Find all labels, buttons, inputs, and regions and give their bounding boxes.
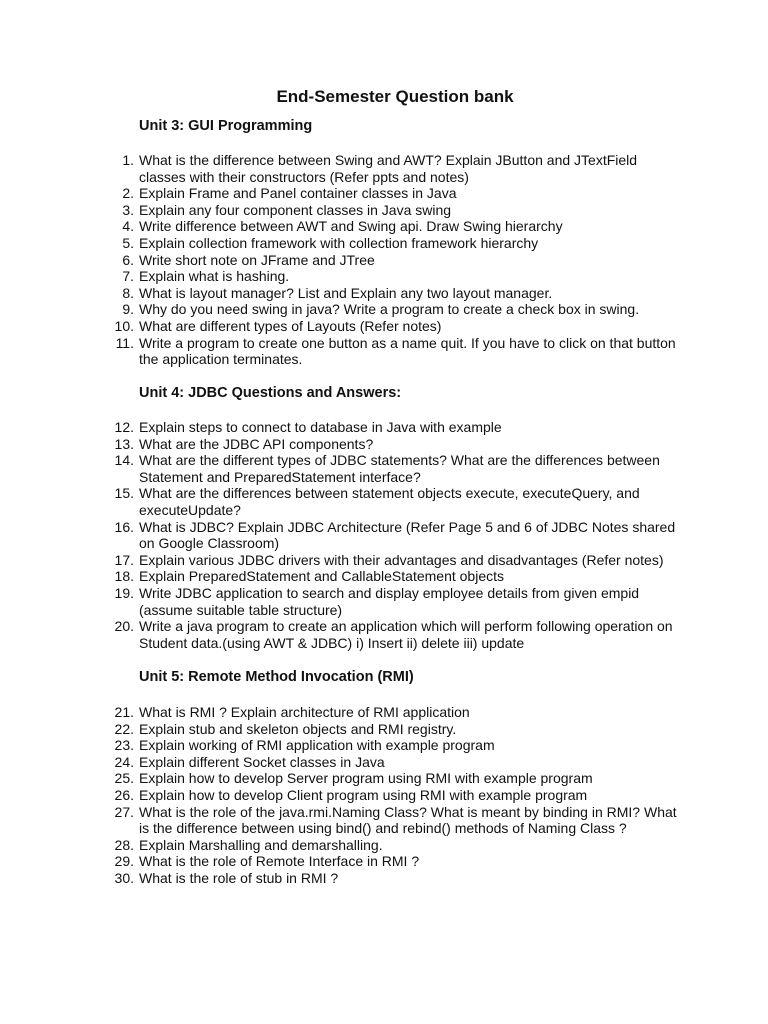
question-number: 25. bbox=[114, 770, 134, 787]
question-item bbox=[0, 568, 684, 585]
question-item bbox=[0, 285, 684, 302]
question-text: What are different types of Layouts (Refer notes) bbox=[139, 317, 442, 334]
question-item bbox=[0, 770, 684, 787]
question-item bbox=[0, 754, 684, 771]
question-text: Explain steps to connect to database in Java with example bbox=[139, 419, 502, 435]
question-number: 19. bbox=[114, 584, 134, 601]
question-item bbox=[0, 519, 684, 552]
question-number: 21. bbox=[114, 704, 134, 720]
question-number: 28. bbox=[114, 836, 134, 853]
question-item bbox=[0, 485, 684, 518]
question-item bbox=[0, 235, 684, 252]
question-number: 26. bbox=[114, 786, 134, 803]
question-text: What is layout manager? List and Explain any two layout manager. bbox=[139, 284, 553, 301]
question-number: 30. bbox=[114, 869, 134, 886]
question-item bbox=[0, 202, 684, 219]
question-item bbox=[0, 318, 684, 335]
question-number: 8. bbox=[122, 284, 134, 301]
question-item bbox=[0, 585, 684, 618]
question-text: What is the difference between Swing and AWT? Explain JButton and JTextField classes with their constructors (Refer ppts and notes) bbox=[139, 152, 638, 185]
question-number: 2. bbox=[122, 185, 134, 202]
question-text: Write JDBC application to search and display employee details from given empid (assume suitable table structure) bbox=[139, 584, 640, 618]
unit-3-question-list bbox=[0, 152, 768, 368]
question-number: 4. bbox=[122, 218, 134, 235]
question-item bbox=[0, 870, 684, 887]
question-number: 1. bbox=[122, 152, 134, 168]
question-text: What are the JDBC API components? bbox=[139, 435, 374, 452]
question-number: 13. bbox=[114, 435, 134, 452]
question-text: Write difference between AWT and Swing api. Draw Swing hierarchy bbox=[139, 218, 563, 235]
question-text: Write a java program to create an application which will perform following operation on Student data.(using AWT & JDBC) i) Insert ii) delete iii) update bbox=[139, 618, 673, 651]
question-number: 20. bbox=[114, 618, 134, 635]
question-text: Explain stub and skeleton objects and RMI registry. bbox=[139, 720, 457, 737]
unit-5-question-list bbox=[0, 704, 768, 887]
question-item bbox=[0, 737, 684, 754]
question-number: 18. bbox=[114, 568, 134, 585]
question-item bbox=[0, 436, 684, 453]
question-item bbox=[0, 218, 684, 235]
question-item bbox=[0, 837, 684, 854]
question-number: 5. bbox=[122, 234, 134, 251]
question-item bbox=[0, 721, 684, 738]
question-number: 12. bbox=[114, 419, 134, 435]
unit-3-heading: Unit 3: GUI Programming bbox=[139, 118, 313, 134]
question-item bbox=[0, 618, 684, 651]
question-text: What is JDBC? Explain JDBC Architecture (Refer Page 5 and 6 of JDBC Notes shared on Google Classroom) bbox=[139, 518, 676, 552]
question-text: Explain PreparedStatement and CallableStatement objects bbox=[139, 568, 504, 585]
unit-5-heading: Unit 5: Remote Method Invocation (RMI) bbox=[139, 669, 414, 685]
question-item bbox=[0, 552, 684, 569]
question-text: Explain collection framework with collection framework hierarchy bbox=[139, 234, 539, 251]
question-item bbox=[0, 152, 684, 185]
question-item bbox=[0, 268, 684, 285]
question-text: What are the differences between statement objects execute, executeQuery, and executeUpdate? bbox=[139, 485, 640, 518]
question-text: Write a program to create one button as a name quit. If you have to click on that button the application terminates. bbox=[139, 334, 676, 368]
question-number: 29. bbox=[114, 853, 134, 870]
question-number: 9. bbox=[122, 301, 134, 318]
question-number: 27. bbox=[114, 803, 134, 820]
question-text: Explain how to develop Client program using RMI with example program bbox=[139, 786, 588, 803]
question-number: 14. bbox=[114, 452, 134, 469]
question-text: What is RMI ? Explain architecture of RMI application bbox=[139, 704, 470, 720]
question-item bbox=[0, 804, 684, 837]
question-number: 10. bbox=[114, 317, 134, 334]
question-text: Explain what is hashing. bbox=[139, 268, 290, 285]
question-text: What is the role of Remote Interface in RMI ? bbox=[139, 853, 420, 870]
question-number: 23. bbox=[114, 737, 134, 754]
question-item bbox=[0, 419, 684, 436]
question-item bbox=[0, 252, 684, 269]
question-item bbox=[0, 185, 684, 202]
question-number: 6. bbox=[122, 251, 134, 268]
question-item bbox=[0, 452, 684, 485]
question-text: Explain working of RMI application with example program bbox=[139, 737, 495, 754]
question-number: 15. bbox=[114, 485, 134, 502]
question-item bbox=[0, 301, 684, 318]
question-number: 22. bbox=[114, 720, 134, 737]
question-number: 7. bbox=[122, 268, 134, 285]
question-number: 24. bbox=[114, 753, 134, 770]
question-text: Why do you need swing in java? Write a program to create a check box in swing. bbox=[139, 301, 640, 318]
question-number: 16. bbox=[114, 518, 134, 535]
question-text: Explain how to develop Server program using RMI with example program bbox=[139, 770, 593, 787]
question-text: Explain Frame and Panel container classes in Java bbox=[139, 185, 457, 202]
question-text: What is the role of the java.rmi.Naming Class? What is meant by binding in RMI? What is the difference between using bind() and rebind() methods of Naming Class ? bbox=[139, 803, 677, 837]
question-text: What is the role of stub in RMI ? bbox=[139, 869, 339, 886]
question-item bbox=[0, 335, 684, 368]
question-text: What are the different types of JDBC statements? What are the differences between Statement and PreparedStatement interface? bbox=[139, 452, 660, 485]
question-text: Explain various JDBC drivers with their advantages and disadvantages (Refer notes) bbox=[139, 551, 664, 568]
question-text: Explain different Socket classes in Java bbox=[139, 753, 385, 770]
question-item bbox=[0, 853, 684, 870]
question-item bbox=[0, 704, 684, 721]
question-number: 3. bbox=[122, 201, 134, 218]
unit-4-heading: Unit 4: JDBC Questions and Answers: bbox=[139, 385, 402, 401]
question-text: Write short note on JFrame and JTree bbox=[139, 251, 375, 268]
question-number: 17. bbox=[114, 551, 134, 568]
question-text: Explain any four component classes in Java swing bbox=[139, 201, 452, 218]
question-item bbox=[0, 787, 684, 804]
unit-4-question-list bbox=[0, 419, 768, 651]
question-number: 11. bbox=[115, 334, 134, 351]
question-text: Explain Marshalling and demarshalling. bbox=[139, 836, 383, 853]
page-title: End-Semester Question bank bbox=[276, 87, 514, 106]
